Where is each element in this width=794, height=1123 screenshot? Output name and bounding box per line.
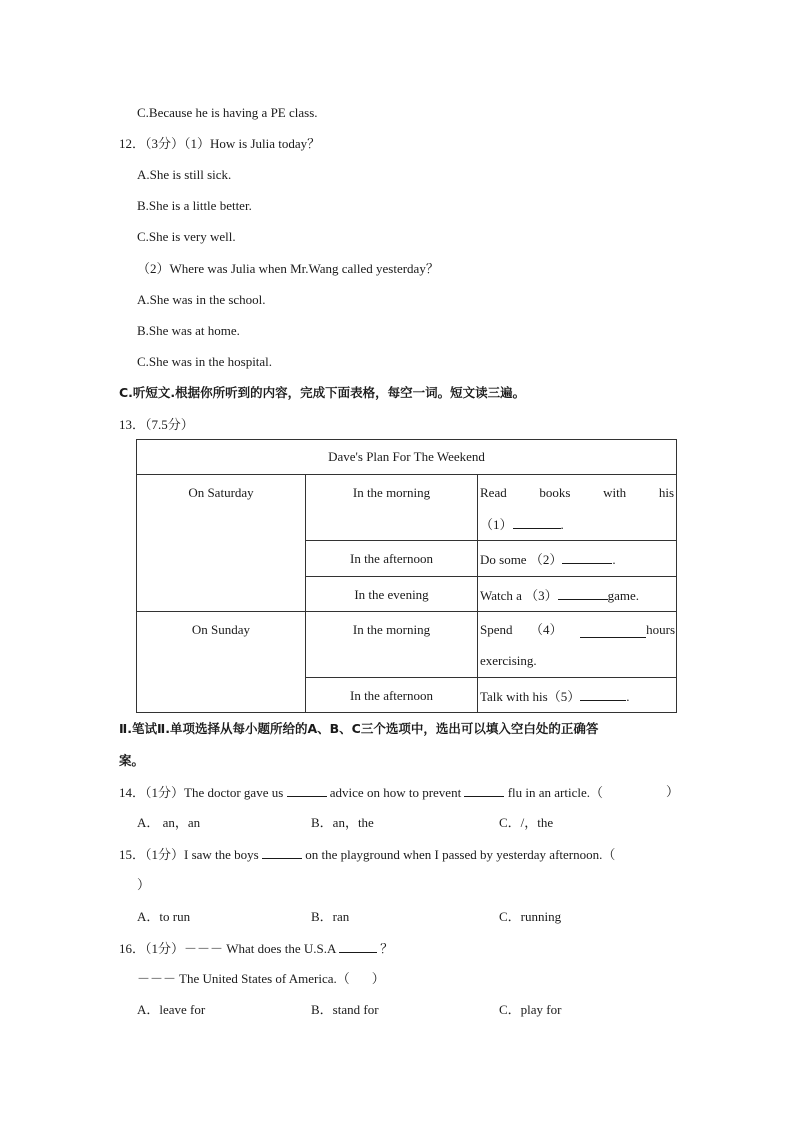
plan-4-line1: [480, 622, 675, 638]
plan-cell-1: [478, 475, 677, 541]
plan-cell-5: [478, 678, 677, 713]
q15-blank[interactable]: [262, 846, 302, 859]
q14-option-a[interactable]: A． an，an: [137, 815, 201, 830]
plan-1-word: with: [603, 485, 627, 500]
plan-4-word: hours: [646, 622, 675, 637]
sat-morning-label: In the morning: [352, 485, 431, 500]
q14-stem: [119, 784, 603, 801]
sun-morning-cell: [306, 612, 478, 678]
sun-morning-label: In the morning: [352, 622, 431, 637]
plan-2-text: Do some （2）: [480, 552, 563, 567]
table-row: [137, 475, 677, 541]
q16-stem: [119, 940, 393, 957]
q14-stem-part: 14．（1分）The doctor gave us: [119, 785, 284, 800]
q13-stem: 13．（7.5分）: [119, 417, 194, 432]
table-title-row: [137, 440, 677, 475]
plan-1-word: his: [658, 485, 674, 500]
q12-part2-stem: （2）Where was Julia when Mr.Wang called yesterday？: [137, 261, 439, 276]
weekend-plan-table: [136, 439, 677, 713]
q15-stem-part: on the playground when I passed by yesterday afternoon.（: [305, 847, 616, 862]
day-sunday: On Sunday: [191, 622, 251, 637]
plan-1-word: books: [539, 485, 571, 500]
q12-option-c: C.She is very well.: [137, 229, 236, 244]
day-saturday: On Saturday: [188, 485, 254, 500]
q16-option-a[interactable]: A．leave for: [137, 1002, 206, 1017]
plan-4-word: Spend: [480, 622, 513, 637]
q12-part2-option-c: C.She was in the hospital.: [137, 354, 273, 369]
q16-stem-part: 16．（1分）－－－ What does the U.S.A: [119, 941, 336, 956]
plan-1-end: .: [560, 517, 564, 532]
day-saturday-cell: [137, 475, 306, 612]
table-title: Dave's Plan For The Weekend: [137, 440, 677, 475]
q14-answer-paren-close: ）: [666, 784, 680, 799]
section-c-heading: C.听短文.根据你所听到的内容，完成下面表格，每空一词。短文读三遍。: [119, 385, 526, 400]
q15-stem-part: 15．（1分）I saw the boys: [119, 847, 259, 862]
q16-stem-part: ？: [380, 941, 394, 956]
plan-3-text: Watch a （3）: [480, 588, 558, 603]
q16-blank[interactable]: [339, 940, 377, 953]
section-ii-heading-line1: Ⅱ.笔试Ⅱ.单项选择从每小题所给的A、B、C三个选项中，选出可以填入空白处的正确答: [119, 721, 599, 736]
q15-stem: [119, 846, 615, 863]
day-sunday-cell: [137, 612, 306, 713]
plan-1-word: Read: [480, 485, 507, 500]
table-row: [137, 612, 677, 678]
q16-option-c[interactable]: C．play for: [499, 1002, 562, 1017]
q12-part2-option-a: A.She was in the school.: [137, 292, 266, 307]
plan-4-word: （4）: [530, 622, 563, 637]
q14-stem-part: advice on how to prevent: [329, 785, 462, 800]
q16-answer-paren-close: ）: [371, 971, 385, 986]
q12-part2-option-b: B.She was at home.: [137, 323, 240, 338]
q15-answer-paren-close: ）: [137, 877, 151, 892]
section-ii-heading-line2: 案。: [119, 753, 145, 768]
plan-1-line1: [480, 485, 674, 501]
plan-4-line2: exercising.: [480, 653, 537, 668]
answer-blank-5[interactable]: [580, 688, 626, 701]
q15-option-c[interactable]: C．running: [499, 909, 562, 924]
q12-option-a: A.She is still sick.: [137, 167, 232, 182]
q11-option-c: C.Because he is having a PE class.: [137, 105, 318, 120]
sat-evening-cell: [306, 577, 478, 612]
q16-response: [137, 971, 385, 987]
plan-5-text: Talk with his（5）: [480, 689, 581, 704]
q14-option-c[interactable]: C．/，the: [499, 815, 554, 830]
blank-1-label: （1）: [480, 517, 513, 532]
sat-morning-cell: [306, 475, 478, 541]
answer-blank-3[interactable]: [558, 587, 608, 600]
plan-5-end: .: [626, 689, 630, 704]
answer-blank-1[interactable]: [513, 516, 561, 529]
q12-stem: 12．（3分）（1）How is Julia today？: [119, 136, 321, 151]
q14-stem-part: flu in an article.（: [507, 785, 603, 800]
plan-2-end: .: [612, 552, 616, 567]
plan-cell-3: [478, 577, 677, 612]
sat-afternoon-label: In the afternoon: [349, 551, 434, 566]
q15-option-a[interactable]: A．to run: [137, 909, 191, 924]
q14-option-b[interactable]: B．an，the: [311, 815, 374, 830]
answer-blank-2[interactable]: [562, 551, 612, 564]
plan-1-line2: [480, 516, 674, 533]
sat-afternoon-cell: [306, 541, 478, 577]
sun-afternoon-cell: [306, 678, 478, 713]
plan-cell-4: [478, 612, 677, 678]
q14-blank-1[interactable]: [287, 784, 327, 797]
plan-3-end: game.: [607, 588, 640, 603]
q16-response-text: －－－ The United States of America.（: [137, 971, 350, 986]
plan-cell-2: [478, 541, 677, 577]
q14-blank-2[interactable]: [464, 784, 504, 797]
q16-option-b[interactable]: B．stand for: [311, 1002, 379, 1017]
q12-option-b: B.She is a little better.: [137, 198, 252, 213]
sun-afternoon-label: In the afternoon: [349, 688, 434, 703]
q15-option-b[interactable]: B．ran: [311, 909, 350, 924]
sat-evening-label: In the evening: [354, 587, 429, 602]
answer-blank-4[interactable]: [580, 625, 646, 638]
